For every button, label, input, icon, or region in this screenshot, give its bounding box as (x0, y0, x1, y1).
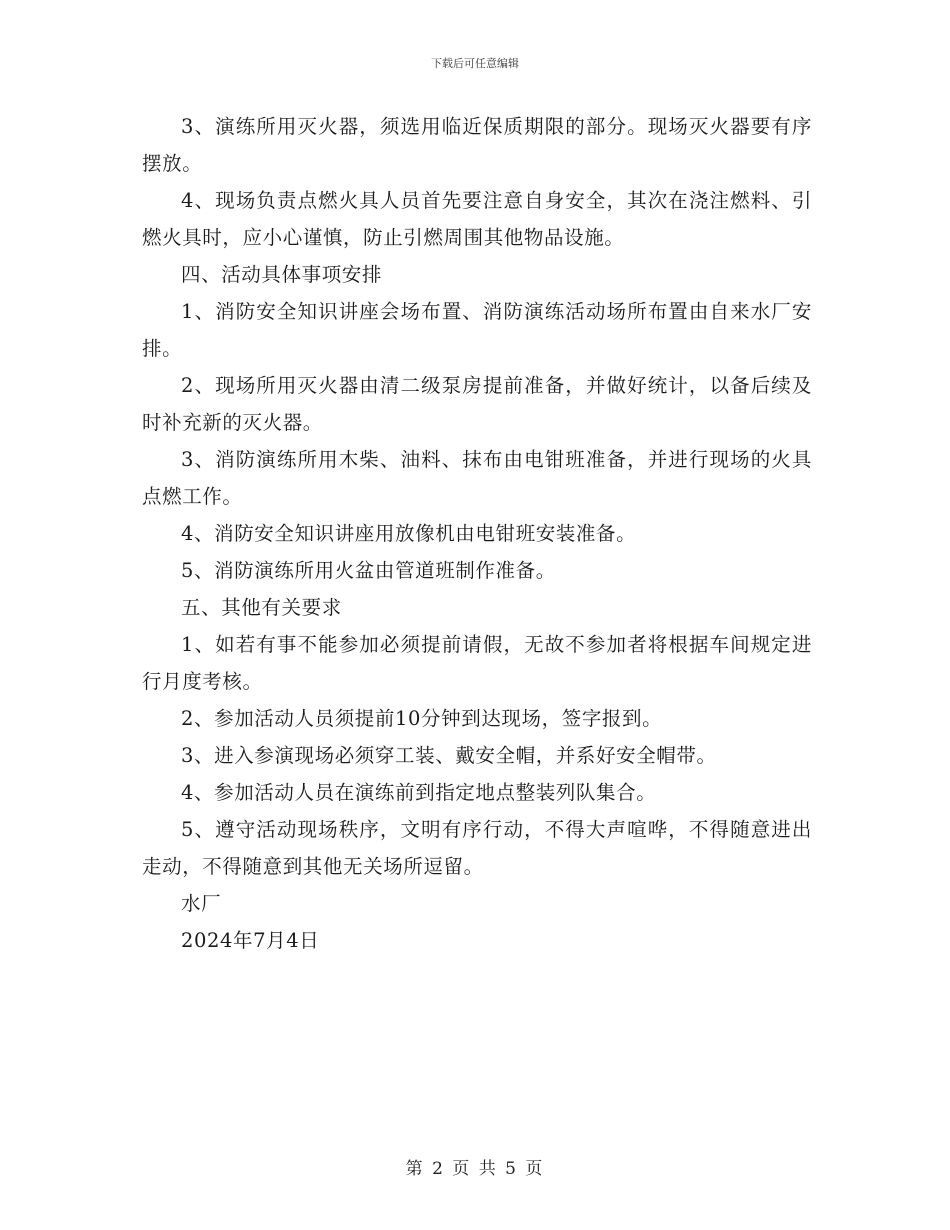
section-heading-other-requirements: 五、其他有关要求 (181, 596, 342, 619)
signature-organization: 水厂 (181, 892, 222, 915)
paragraph-requirement-4: 4、参加活动人员在演练前到指定地点整装列队集合。 (181, 781, 657, 804)
paragraph-requirement-1: 1、如若有事不能参加必须提前请假，无故不参加者将根据车间规定进行月度考核。 (142, 633, 812, 693)
paragraph-arrangement-5: 5、消防演练所用火盆由管道班制作准备。 (181, 559, 556, 582)
signature-date: 2024年7月4日 (181, 929, 320, 952)
paragraph-item-4-ignition-safety: 4、现场负责点燃火具人员首先要注意自身安全，其次在浇注燃料、引燃火具时，应小心谨慎，防止引燃周围其他物品设施。 (142, 189, 812, 249)
page-header: 下载后可任意编辑 (431, 57, 519, 70)
paragraph-item-3-fire-extinguishers: 3、演练所用灭火器，须选用临近保质期限的部分。现场灭火器要有序摆放。 (142, 115, 812, 175)
section-heading-activity-arrangements: 四、活动具体事项安排 (181, 263, 383, 286)
page-number-footer: 第 2 页 共 5 页 (405, 1159, 545, 1179)
paragraph-arrangement-4: 4、消防安全知识讲座用放像机由电钳班安装准备。 (181, 522, 637, 545)
paragraph-arrangement-3: 3、消防演练所用木柴、油料、抹布由电钳班准备，并进行现场的火具点燃工作。 (142, 448, 812, 508)
paragraph-requirement-2: 2、参加活动人员须提前10分钟到达现场，签字报到。 (181, 707, 663, 730)
document-body (142, 108, 812, 959)
paragraph-arrangement-2: 2、现场所用灭火器由清二级泵房提前准备，并做好统计，以备后续及时补充新的灭火器。 (142, 374, 812, 434)
paragraph-requirement-3: 3、进入参演现场必须穿工装、戴安全帽，并系好安全帽带。 (181, 744, 717, 767)
paragraph-arrangement-1: 1、消防安全知识讲座会场布置、消防演练活动场所布置由自来水厂安排。 (142, 300, 812, 360)
paragraph-requirement-5: 5、遵守活动现场秩序，文明有序行动，不得大声喧哗，不得随意进出走动，不得随意到其他无关场所逗留。 (142, 818, 812, 878)
